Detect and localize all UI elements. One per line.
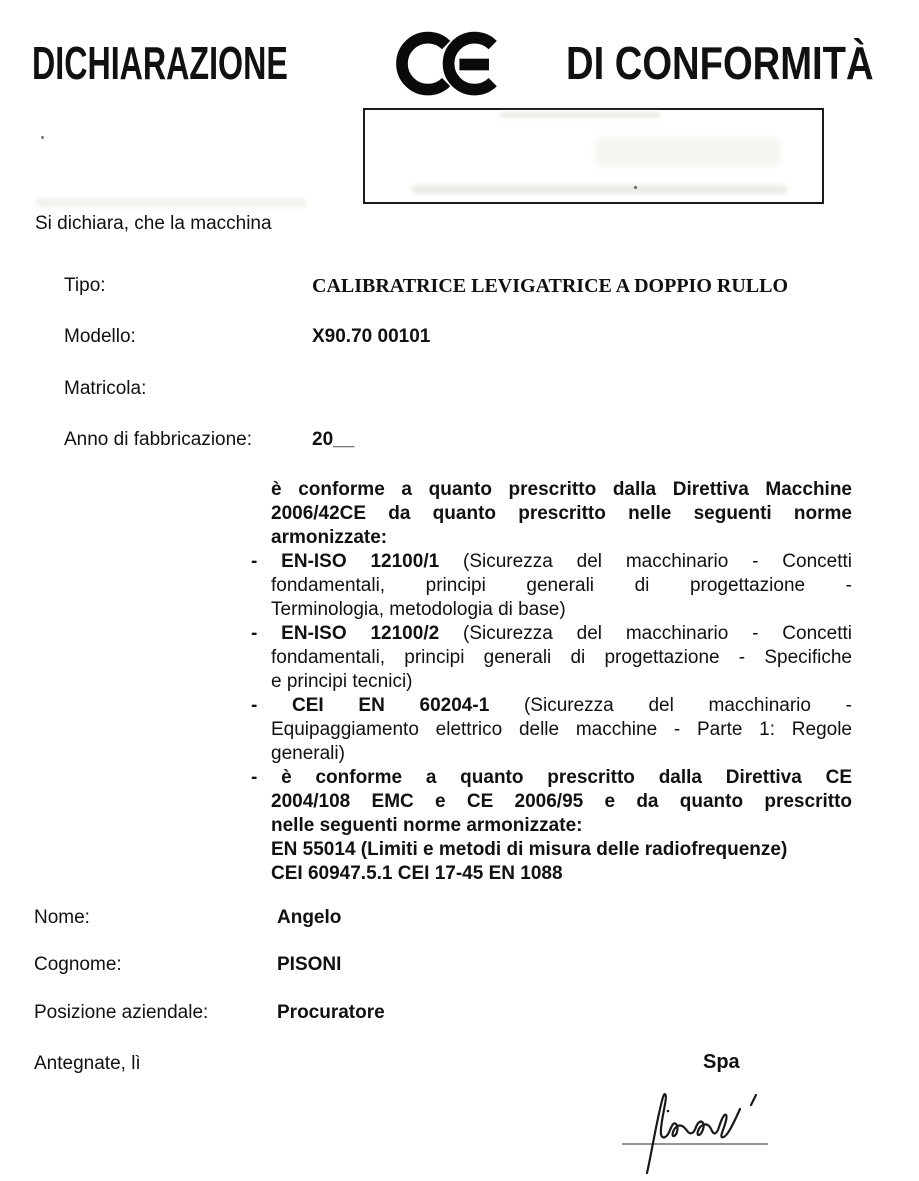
field-row <box>0 906 919 930</box>
conformity-line <box>271 718 852 742</box>
scan-artifact <box>634 186 637 189</box>
text-segment: nelle seguenti norme armonizzate: <box>271 815 583 836</box>
field-row <box>0 953 919 977</box>
conformity-line <box>271 670 852 694</box>
scan-artifact <box>36 198 306 207</box>
conformity-line <box>271 646 852 670</box>
ce-mark-logo <box>394 27 506 102</box>
field-row <box>0 274 919 298</box>
field-label: Cognome: <box>34 954 122 975</box>
conformity-line <box>251 550 852 574</box>
conformity-line <box>271 502 852 526</box>
field-value: PISONI <box>277 954 342 975</box>
scan-artifact <box>500 112 660 118</box>
field-label: Matricola: <box>64 378 147 399</box>
field-value: Procuratore <box>277 1002 385 1023</box>
text-segment: generali) <box>271 743 345 764</box>
field-row <box>0 325 919 349</box>
conformity-line <box>251 622 852 646</box>
place-date-line: Antegnate, lì <box>34 1053 141 1074</box>
text-segment: CEI 60947.5.1 CEI 17-45 EN 1088 <box>271 863 563 884</box>
page-title-right: DI CONFORMITÀ <box>566 37 874 89</box>
company-name: Spa <box>703 1051 740 1073</box>
page-title-left: DICHIARAZIONE <box>32 37 288 89</box>
field-label: Anno di fabbricazione: <box>64 429 253 450</box>
scan-artifact <box>41 136 44 139</box>
conformity-line <box>271 790 852 814</box>
field-label: Modello: <box>64 326 136 347</box>
text-segment: - EN-ISO 12100/1 <box>251 551 440 572</box>
text-segment: fondamentali, principi generali di progettazione - <box>271 575 852 596</box>
text-segment: Equipaggiamento elettrico delle macchine - Parte 1: Regole <box>271 719 852 740</box>
text-segment: e principi tecnici) <box>271 671 413 692</box>
field-row <box>0 377 919 401</box>
text-segment: fondamentali, principi generali di progettazione - Specifiche <box>271 647 852 668</box>
text-segment: - EN-ISO 12100/2 <box>251 623 440 644</box>
conformity-line <box>271 742 852 766</box>
field-row <box>0 1001 919 1025</box>
text-segment: Terminologia, metodologia di base) <box>271 599 566 620</box>
text-segment: - è conforme a quanto prescritto dalla Direttiva CE <box>251 767 852 788</box>
conformity-statement <box>251 478 852 886</box>
field-value: CALIBRATRICE LEVIGATRICE A DOPPIO RULLO <box>312 275 789 297</box>
signature <box>618 1082 778 1181</box>
conformity-line <box>271 838 852 862</box>
intro-statement: Si dichiara, che la macchina <box>35 213 272 234</box>
text-segment: 2006/42CE da quanto prescritto nelle seguenti norme <box>271 503 852 524</box>
text-segment: armonizzate: <box>271 527 388 548</box>
field-value: Angelo <box>277 907 342 928</box>
text-segment: 2004/108 EMC e CE 2006/95 e da quanto prescritto <box>271 791 852 812</box>
field-value: X90.70 00101 <box>312 326 431 347</box>
conformity-line <box>271 574 852 598</box>
conformity-line <box>251 766 852 790</box>
field-label: Tipo: <box>64 275 106 296</box>
text-segment: è conforme a quanto prescritto dalla Direttiva Macchine <box>271 479 852 500</box>
text-segment: (Sicurezza del macchinario - Concetti <box>439 623 852 644</box>
conformity-line <box>271 814 852 838</box>
field-value: 20__ <box>312 429 355 450</box>
field-label: Nome: <box>34 907 90 928</box>
conformity-line <box>271 478 852 502</box>
text-segment: (Sicurezza del macchinario - Concetti <box>439 551 852 572</box>
scan-artifact <box>595 138 780 166</box>
conformity-line <box>271 526 852 550</box>
field-label: Posizione aziendale: <box>34 1002 209 1023</box>
text-segment: EN 55014 (Limiti e metodi di misura delle radiofrequenze) <box>271 839 788 860</box>
conformity-line <box>271 862 852 886</box>
field-row <box>0 428 919 452</box>
text-segment: - CEI EN 60204-1 <box>251 695 490 716</box>
scan-artifact <box>412 185 787 194</box>
conformity-line <box>251 694 852 718</box>
text-segment: (Sicurezza del macchinario - <box>489 695 852 716</box>
conformity-line <box>271 598 852 622</box>
